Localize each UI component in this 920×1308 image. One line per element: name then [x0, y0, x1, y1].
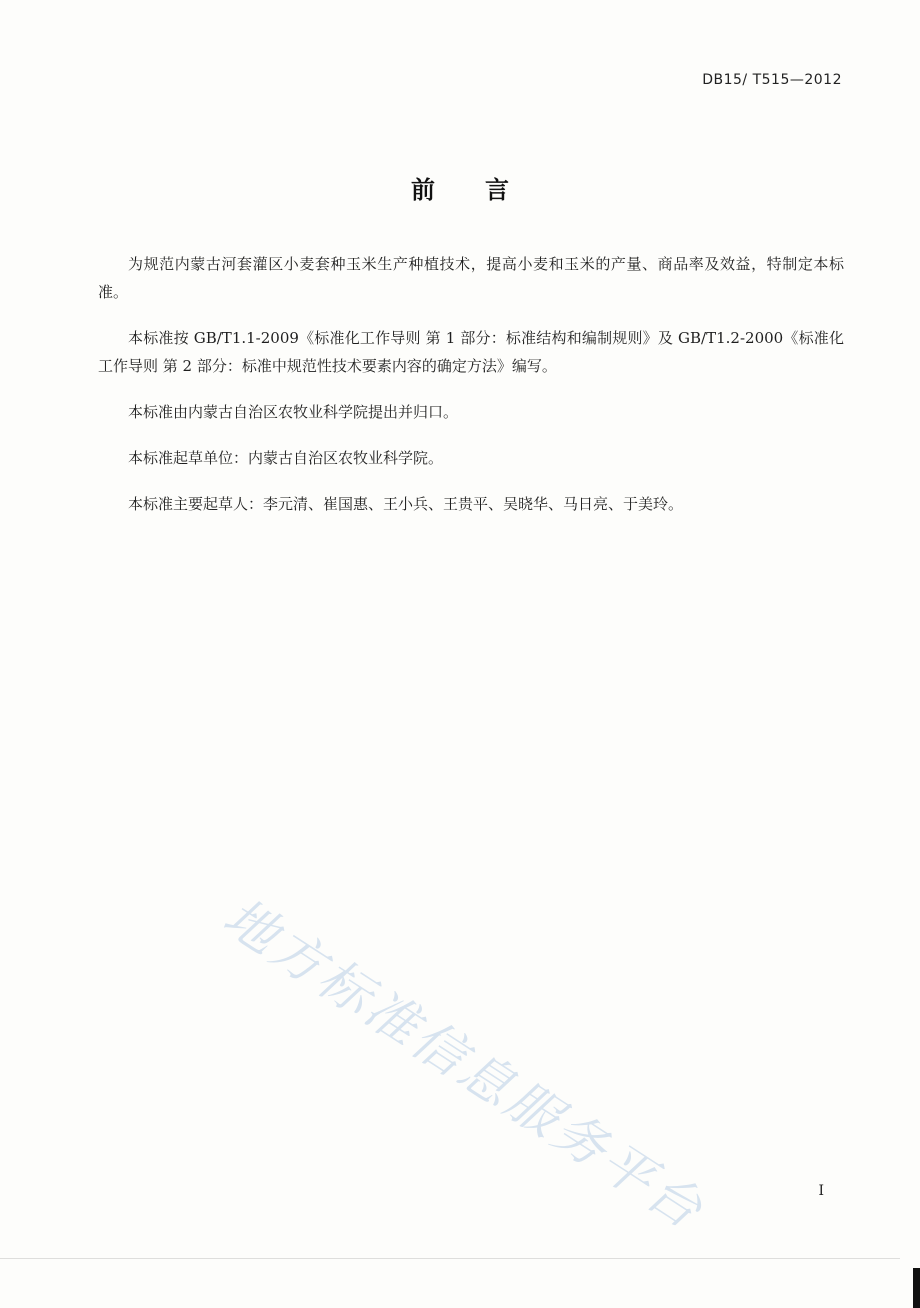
scan-artifact-line: [0, 1258, 900, 1259]
paragraph-purpose: 为规范内蒙古河套灌区小麦套种玉米生产种植技术，提高小麦和玉米的产量、商品率及效益，特制定本标准。: [98, 255, 844, 301]
paragraph-drafting-rules: 本标准按 GB/T1.1-2009《标准化工作导则 第 1 部分：标准结构和编制规则》及 GB/T1.2-2000《标准化工作导则 第 2 部分：标准中规范性技术要素内容的确定方法》编写。: [98, 329, 844, 375]
scan-artifact-bar: [913, 1268, 920, 1308]
watermark-text: 地方标准信息服务平台: [212, 886, 716, 1243]
foreword-body: [98, 250, 844, 536]
page-number: I: [818, 1183, 824, 1199]
document-number: DB15/ T515—2012: [702, 72, 842, 88]
paragraph-proposer: 本标准由内蒙古自治区农牧业科学院提出并归口。: [128, 403, 459, 421]
paragraph-drafters: 本标准主要起草人：李元清、崔国惠、王小兵、王贵平、吴晓华、马日亮、于美玲。: [128, 495, 684, 513]
paragraph-drafting-unit: 本标准起草单位：内蒙古自治区农牧业科学院。: [128, 449, 444, 467]
page-title: 前言: [411, 176, 559, 204]
